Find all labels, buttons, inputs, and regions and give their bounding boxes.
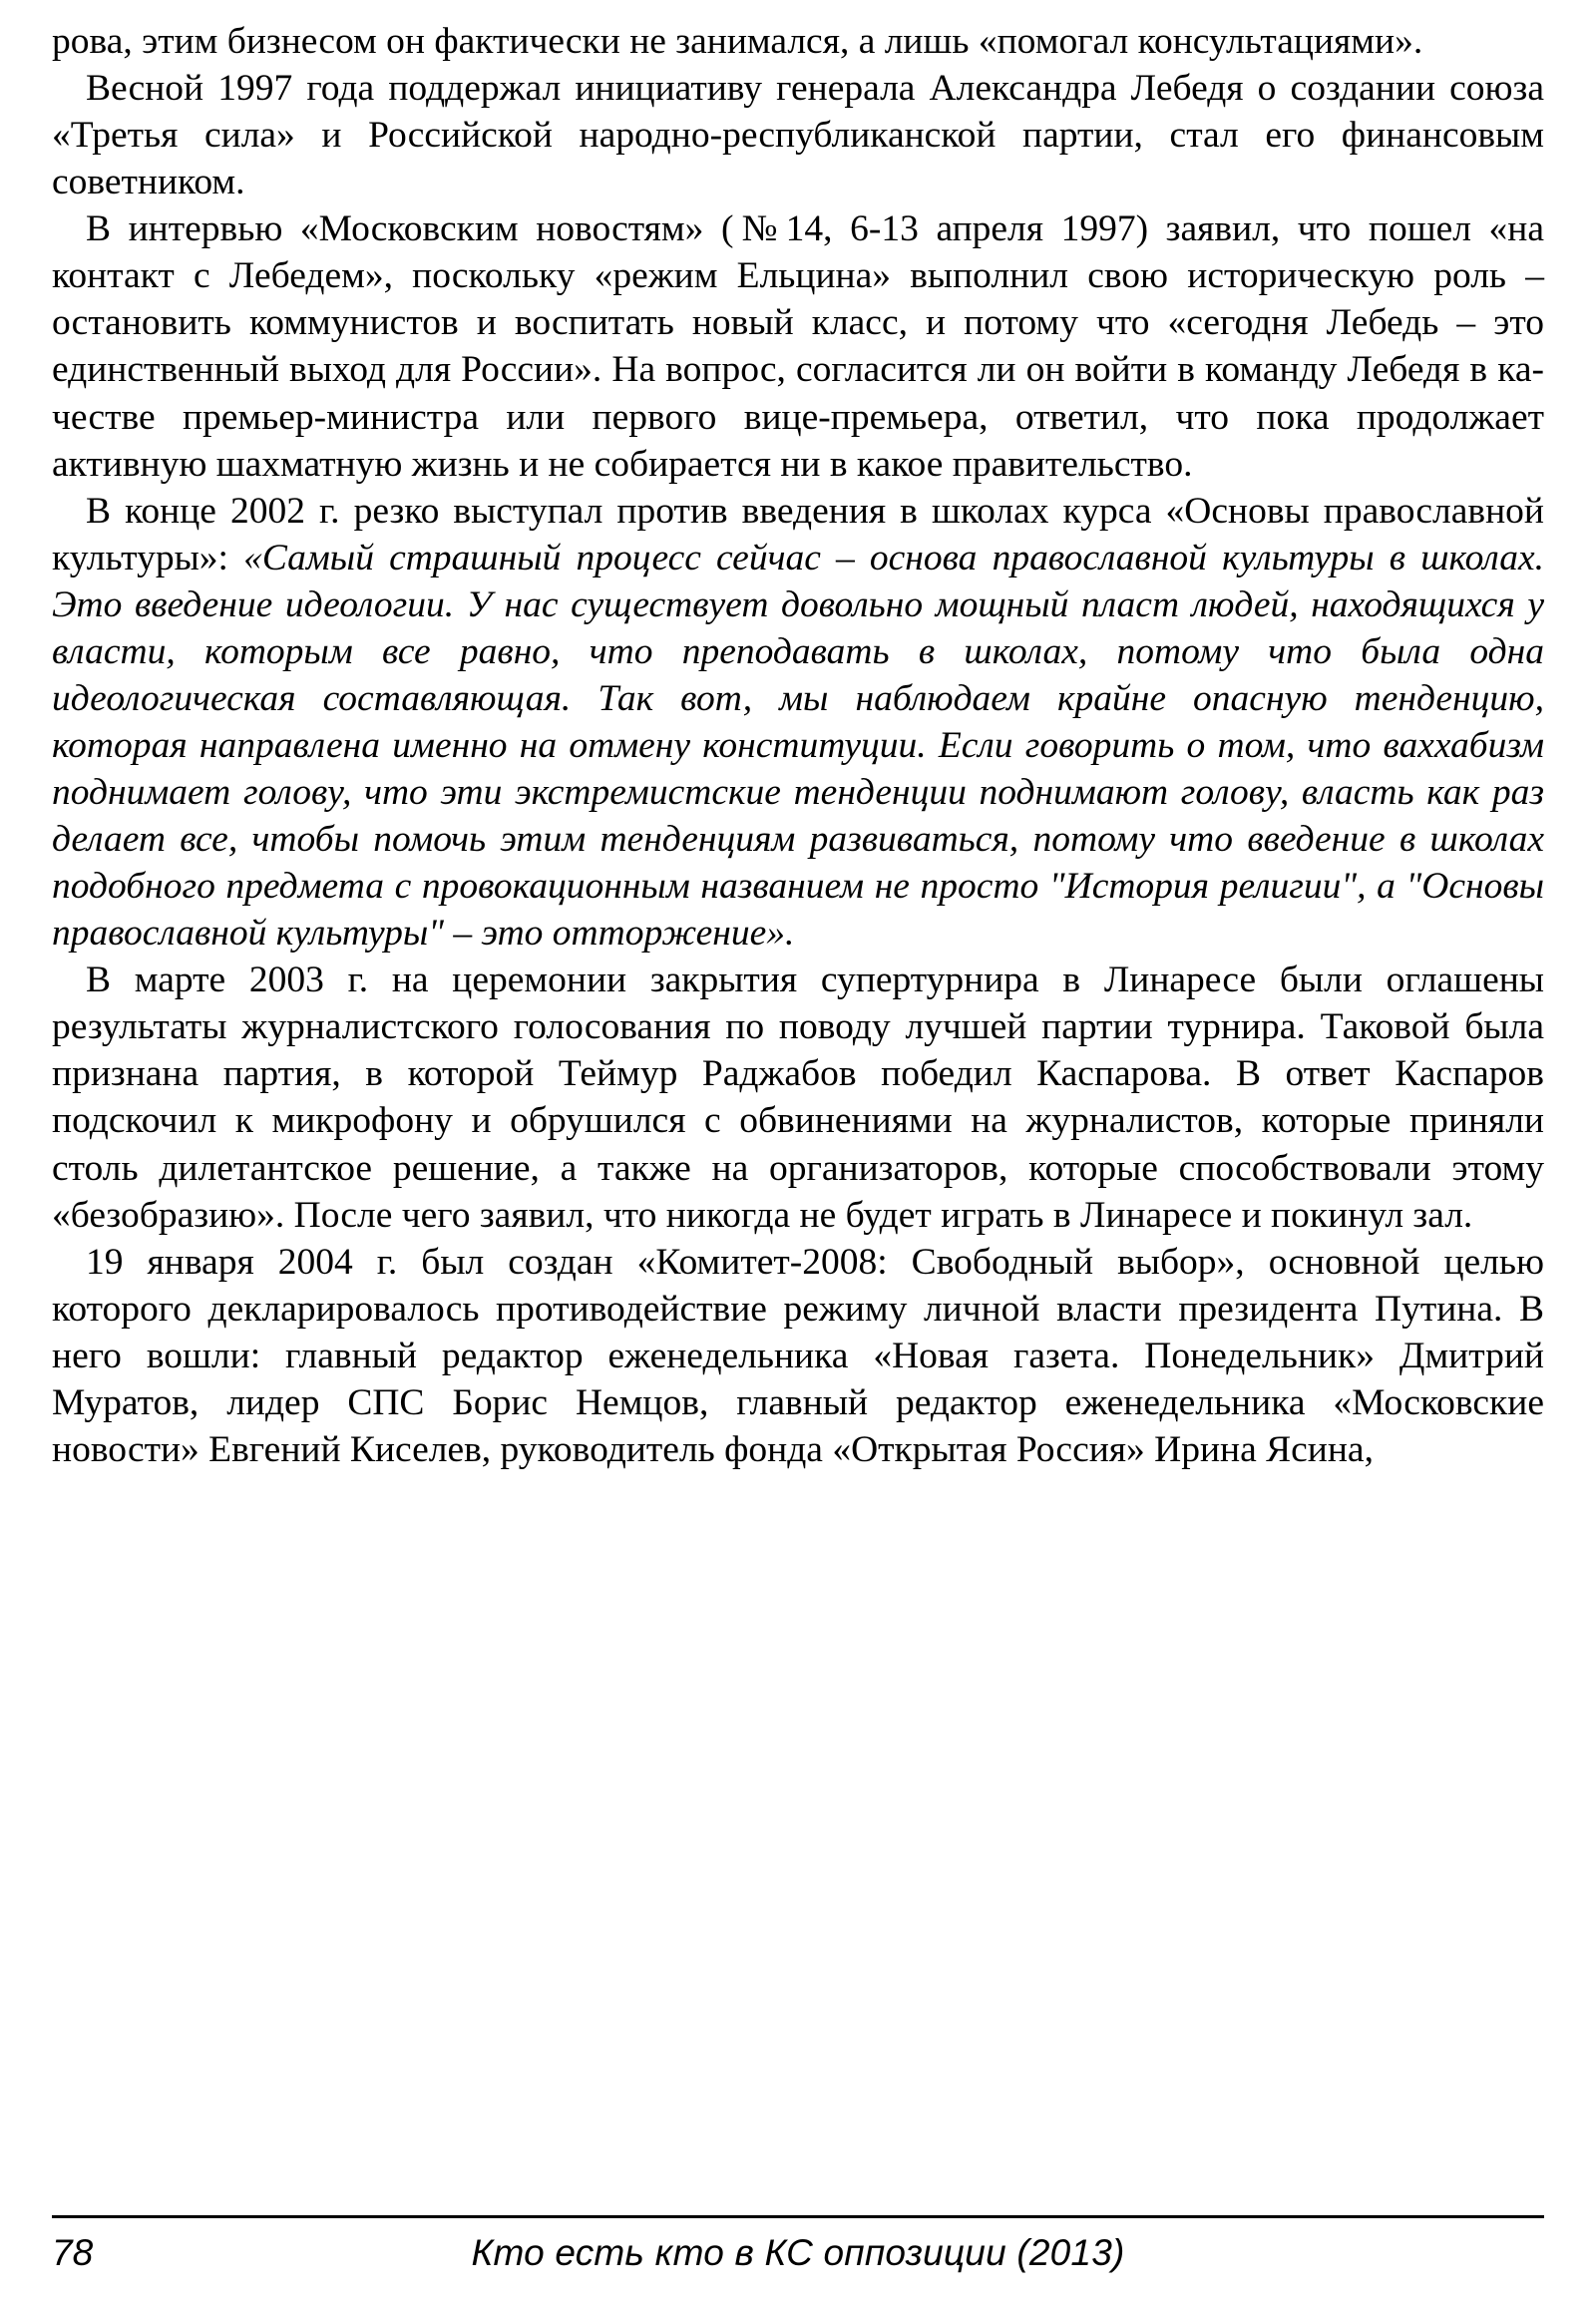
paragraph-interview-mn: В интервью «Московским новостям» (№14, 6-13 апреля 1997) заявил, что пошел «на контакт с Лебедем», поскольку «режим Ельцина» выполнил свою историческую роль – остановить коммунистов и воспитать новый класс, и потому что «сегодня Лебедь – это единственный выход для России». На вопрос, согласится ли он войти в команду Лебедя в качестве премьер-министра или первого вице-премьера, ответил, что пока продолжает активную шахматную жизнь и не собирается ни в какое правительство. bbox=[52, 208, 1544, 485]
page-body bbox=[52, 18, 1544, 1473]
footer-content bbox=[52, 2232, 1544, 2274]
footer-divider bbox=[52, 2215, 1544, 2218]
paragraph-linares-2003: В марте 2003 г. на церемонии закрытия супертурнира в Линаресе были оглашены результаты журналистского голосования по поводу лучшей партии турнира. Таковой была признана партия, в которой Теймур Раджабов победил Каспарова. В ответ Каспаров подскочил к микрофону и обрушился с обвинениями на журналистов, которые приняли столь дилетантское решение, а также на организаторов, которые способствовали этому «безобразию». После чего заявил, что никогда не будет играть в Линаресе и покинул зал. bbox=[52, 960, 1544, 1236]
paragraph-lebed-initiative: Весной 1997 года поддержал инициативу генерала Александра Лебедя о создании союза «Третья сила» и Российской народно-республиканской партии, стал его финансовым советником. bbox=[52, 68, 1544, 203]
page-number: 78 bbox=[52, 2232, 94, 2273]
paragraph-committee-2008: 19 января 2004 г. был создан «Комитет-2008: Свободный выбор», основной целью которого декларировалось противодействие режиму личной власти президента Путина. В него вошли: главный редактор еженедельника «Новая газета. Понедельник» Дмитрий Муратов, лидер СПС Борис Немцов, главный редактор еженедельника «Московские новости» Евгений Киселев, руководитель фонда «Открытая Россия» Ирина Ясина, bbox=[52, 1241, 1544, 1470]
paragraph-orthodox-culture-lead: В конце 2002 г. резко выступал против введения в школах курса «Основы православной культуры»: bbox=[52, 490, 1544, 578]
page-footer bbox=[52, 2215, 1544, 2274]
footer-title: Кто есть кто в КС оппозиции (2013) bbox=[471, 2232, 1125, 2273]
paragraph-orthodox-culture-quote: «Самый страшный процесс сейчас – основа православной культуры в школах. Это введение идеологии. У нас существует довольно мощный пласт людей, находящихся у власти, которым все равно, что преподавать в школах, потому что была одна идеологическая составляющая. Так вот, мы наблюдаем крайне опасную тенденцию, которая направлена именно на отмену конституции. Если говорить о том, что ваххабизм поднимает голову, что эти экстремистские тенденции поднимают голову, власть как раз делает все, чтобы помочь этим тенденциям развиваться, потому что введение в школах подобного предмета с провокационным названием не просто "История религии", а "Основы православной культуры" – это отторжение». bbox=[52, 537, 1545, 955]
paragraph-orthodox-culture bbox=[52, 488, 1544, 958]
paragraph-continued: рова, этим бизнесом он фактически не занимался, а лишь «помогал консультациями». bbox=[52, 21, 1423, 62]
